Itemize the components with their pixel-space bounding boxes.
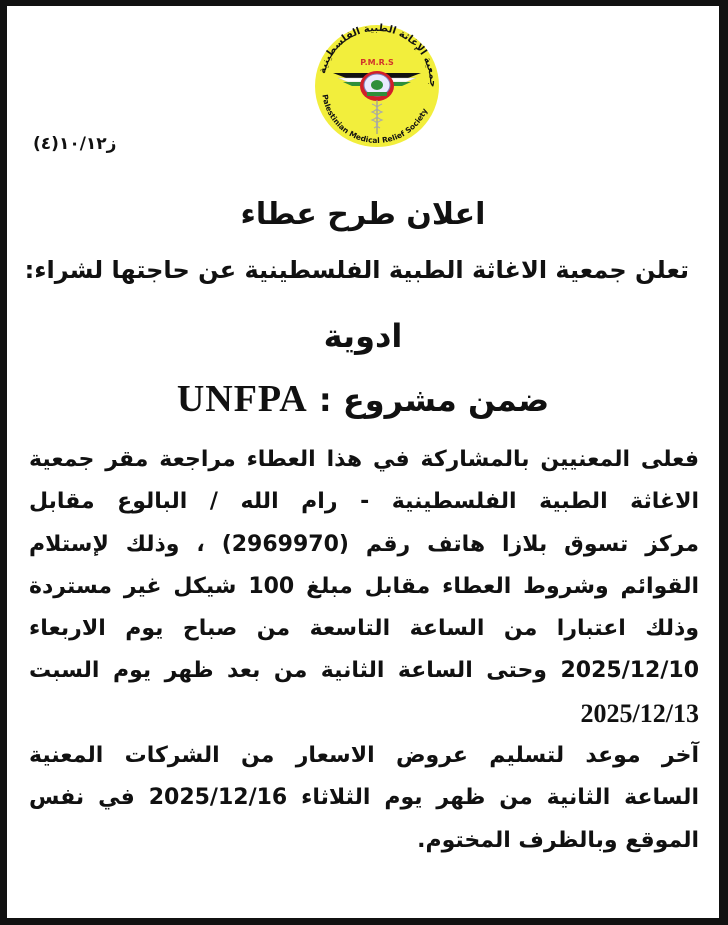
- body-line: فعلى المعنيين بالمشاركة في هذا العطاء مراجعة مقر جمعية: [29, 447, 699, 472]
- project-line: [7, 372, 719, 427]
- svg-text:Palestinian Medical Relief Soc: Palestinian Medical Relief Society: [320, 93, 430, 146]
- logo-emblem-icon: [296, 22, 446, 154]
- body-line: القوائم وشروط العطاء مقابل مبلغ 100 شيكل غير مستردة: [29, 573, 699, 599]
- announcement-body: [29, 439, 699, 862]
- svg-text:P.M.R.S: P.M.R.S: [360, 58, 394, 67]
- project-name: UNFPA: [176, 378, 308, 420]
- body-line: الاغاثة الطبية الفلسطينية - رام الله / البالوع مقابل: [29, 489, 699, 515]
- project-prefix: ضمن مشروع :: [318, 381, 550, 419]
- pmrs-logo: [296, 22, 446, 154]
- body-line: آخر موعد لتسليم عروض الاسعار من الشركات المعنية: [29, 743, 699, 769]
- body-line: الساعة الثانية من ظهر يوم الثلاثاء 2025/12/16 في نفس: [29, 785, 699, 811]
- announcement-title: اعلان طرح عطاء: [240, 197, 486, 232]
- body-line: الموقع وبالظرف المختوم.: [417, 827, 699, 853]
- body-line: وذلك اعتبارا من الساعة التاسعة من صباح يوم الاربعاء: [29, 616, 699, 642]
- reference-number: ز١٠/١٢(٤): [33, 134, 117, 154]
- body-line: مركز تسوق بلازا هاتف رقم (2969970) ، وذلك لإستلام: [29, 531, 699, 557]
- announcement-subtitle: تعلن جمعية الاغاثة الطبية الفلسطينية عن حاجتها لشراء:: [24, 256, 689, 284]
- body-line-date: 2025/12/13: [580, 698, 699, 728]
- svg-text:جمعية الإغاثة الطبية الفلسطيني: جمعية الإغاثة الطبية الفلسطينية: [317, 22, 439, 88]
- body-line: 2025/12/10 وحتى الساعة الثانية من بعد ظهر يوم السبت: [29, 658, 699, 684]
- tender-item: ادوية: [323, 317, 403, 355]
